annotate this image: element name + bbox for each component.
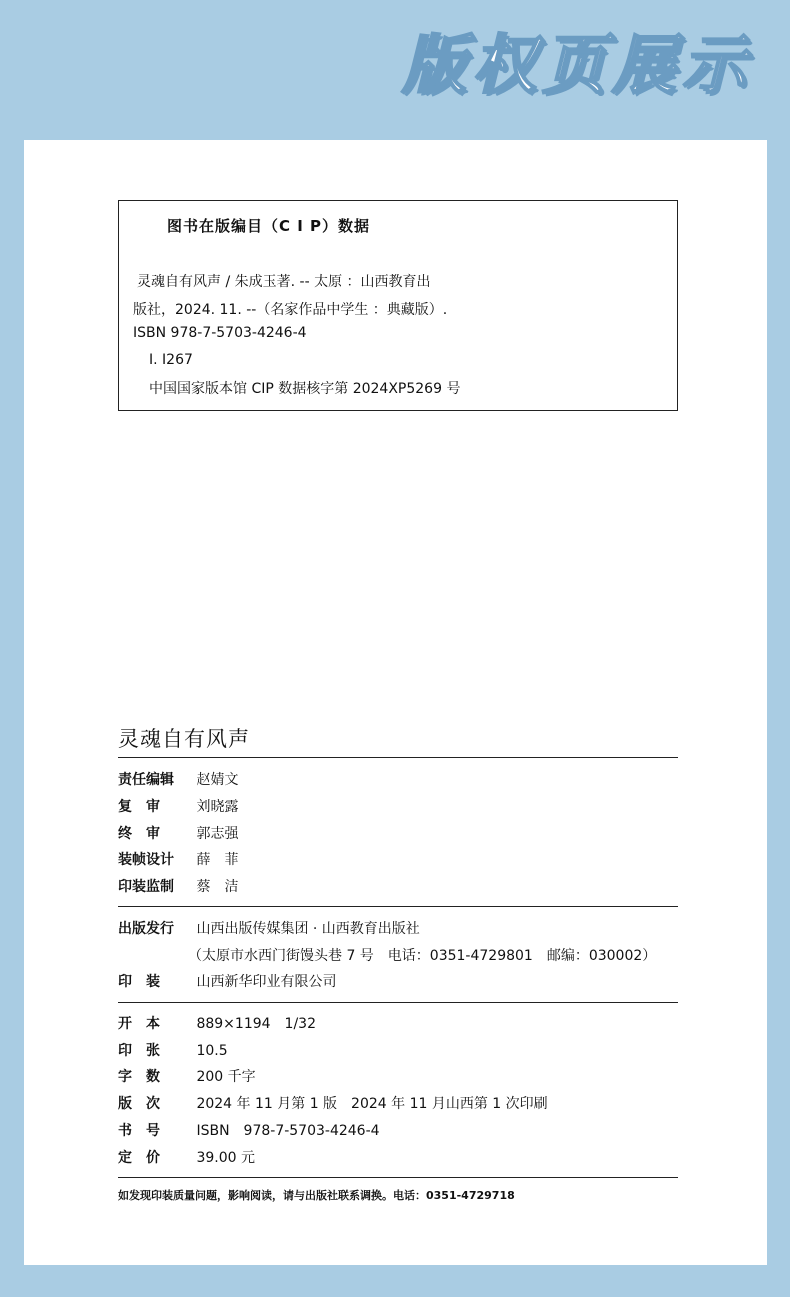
banner-title: 版权页展示 [402, 29, 752, 103]
printer-name: 山西新华印业有限公司 [196, 974, 337, 990]
publisher-label: 出版发行 [118, 921, 174, 937]
cip-line: Ⅰ. I267 [149, 352, 193, 368]
spec-label: 定 价 [118, 1150, 160, 1166]
spec-row [118, 1094, 548, 1114]
staff-row [118, 824, 238, 844]
spec-value: 10.5 [196, 1043, 228, 1059]
staff-value: 郭志强 [196, 826, 239, 842]
staff-value: 刘晓露 [196, 799, 239, 815]
spec-value: 889×1194 1/32 [196, 1016, 316, 1032]
spec-label: 开 本 [118, 1016, 160, 1032]
spec-label: 书 号 [118, 1123, 160, 1139]
cip-line: 灵魂自有风声 / 朱成玉著. -- 太原 ：山西教育出 [137, 274, 431, 290]
printer-row [118, 972, 336, 992]
divider [118, 906, 678, 907]
staff-value: 赵婧文 [196, 772, 239, 788]
spec-value: 39.00 元 [196, 1150, 255, 1166]
spec-row [118, 1121, 380, 1141]
spec-label: 版 次 [118, 1096, 160, 1112]
cip-line: 中国国家版本馆 CIP 数据核字第 2024XP5269 号 [149, 381, 461, 397]
staff-label: 复 审 [118, 799, 160, 815]
staff-label: 终 审 [118, 826, 160, 842]
divider [118, 757, 678, 758]
printer-label: 印 装 [118, 974, 160, 990]
spec-row [118, 1041, 228, 1061]
cip-line: ISBN 978-7-5703-4246-4 [133, 325, 307, 341]
cip-heading: 图书在版编目（C I P）数据 [167, 217, 371, 235]
publisher-row [118, 919, 420, 939]
divider [118, 1177, 678, 1178]
book-title: 灵魂自有风声 [118, 727, 250, 751]
staff-label: 装帧设计 [118, 852, 174, 868]
spec-row [118, 1148, 255, 1168]
staff-label: 责任编辑 [118, 772, 174, 788]
staff-row [118, 877, 238, 897]
spec-row [118, 1014, 316, 1034]
divider [118, 1002, 678, 1003]
copyright-page [24, 140, 767, 1265]
spec-value: 2024 年 11 月第 1 版 2024 年 11 月山西第 1 次印刷 [196, 1096, 548, 1112]
staff-value: 蔡 洁 [196, 879, 239, 895]
spec-row [118, 1067, 256, 1087]
spec-value: 200 千字 [196, 1069, 256, 1085]
spec-label: 印 张 [118, 1043, 160, 1059]
staff-label: 印装监制 [118, 879, 174, 895]
staff-row [118, 770, 238, 790]
staff-row [118, 797, 238, 817]
staff-row [118, 850, 238, 870]
spec-value: ISBN 978-7-5703-4246-4 [196, 1123, 380, 1139]
publisher-address: （太原市水西门街馒头巷 7 号 电话：0351-4729801 邮编：030002） [188, 948, 657, 964]
cip-data-box [118, 200, 678, 411]
quality-notice: 如发现印装质量问题，影响阅读，请与出版社联系调换。电话：0351-4729718 [118, 1189, 515, 1202]
spec-label: 字 数 [118, 1069, 160, 1085]
staff-value: 薛 菲 [196, 852, 239, 868]
cip-line: 版社，2024. 11. --（名家作品中学生 ：典藏版）. [133, 302, 448, 318]
publisher-name: 山西出版传媒集团 · 山西教育出版社 [196, 921, 420, 937]
